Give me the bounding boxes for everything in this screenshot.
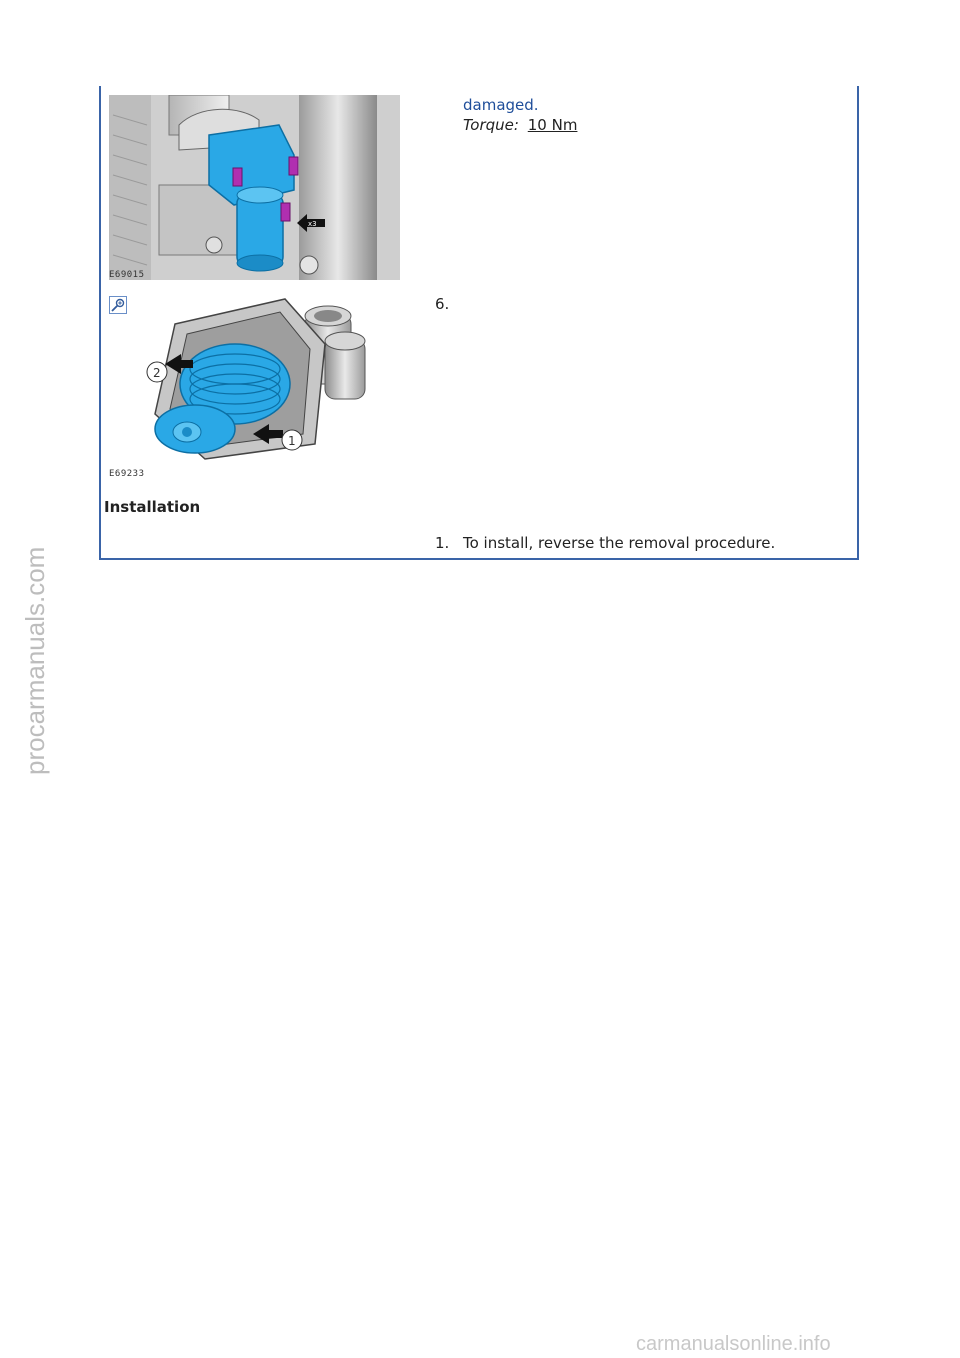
watermark-procarmanuals: procarmanuals.com xyxy=(20,546,50,775)
callout-1-text: 1 xyxy=(288,434,296,448)
figure-thermostat-removal xyxy=(135,294,375,469)
bolt-count-callout-text: x3 xyxy=(308,220,317,228)
torque-label: Torque: xyxy=(463,116,519,134)
callout-2-text: 2 xyxy=(153,366,161,380)
bolt-count-callout xyxy=(308,220,317,228)
watermark-carmanualsonline: carmanualsonline.info xyxy=(636,1333,831,1355)
torque-line xyxy=(463,116,577,134)
section-heading-installation: Installation xyxy=(104,498,201,516)
callout-2 xyxy=(147,362,167,382)
figure-label: E69015 xyxy=(109,270,145,280)
zoom-icon[interactable] xyxy=(109,296,127,314)
callout-1 xyxy=(282,430,302,450)
step-number: 1. xyxy=(435,534,450,552)
step-text-damaged: damaged. xyxy=(463,96,539,114)
step-number: 6. xyxy=(435,295,450,313)
step-text: To install, reverse the removal procedure. xyxy=(463,534,776,552)
figure-label: E69233 xyxy=(109,469,145,479)
torque-value: 10 Nm xyxy=(527,116,578,134)
figure-thermostat-housing-installed xyxy=(109,95,400,280)
